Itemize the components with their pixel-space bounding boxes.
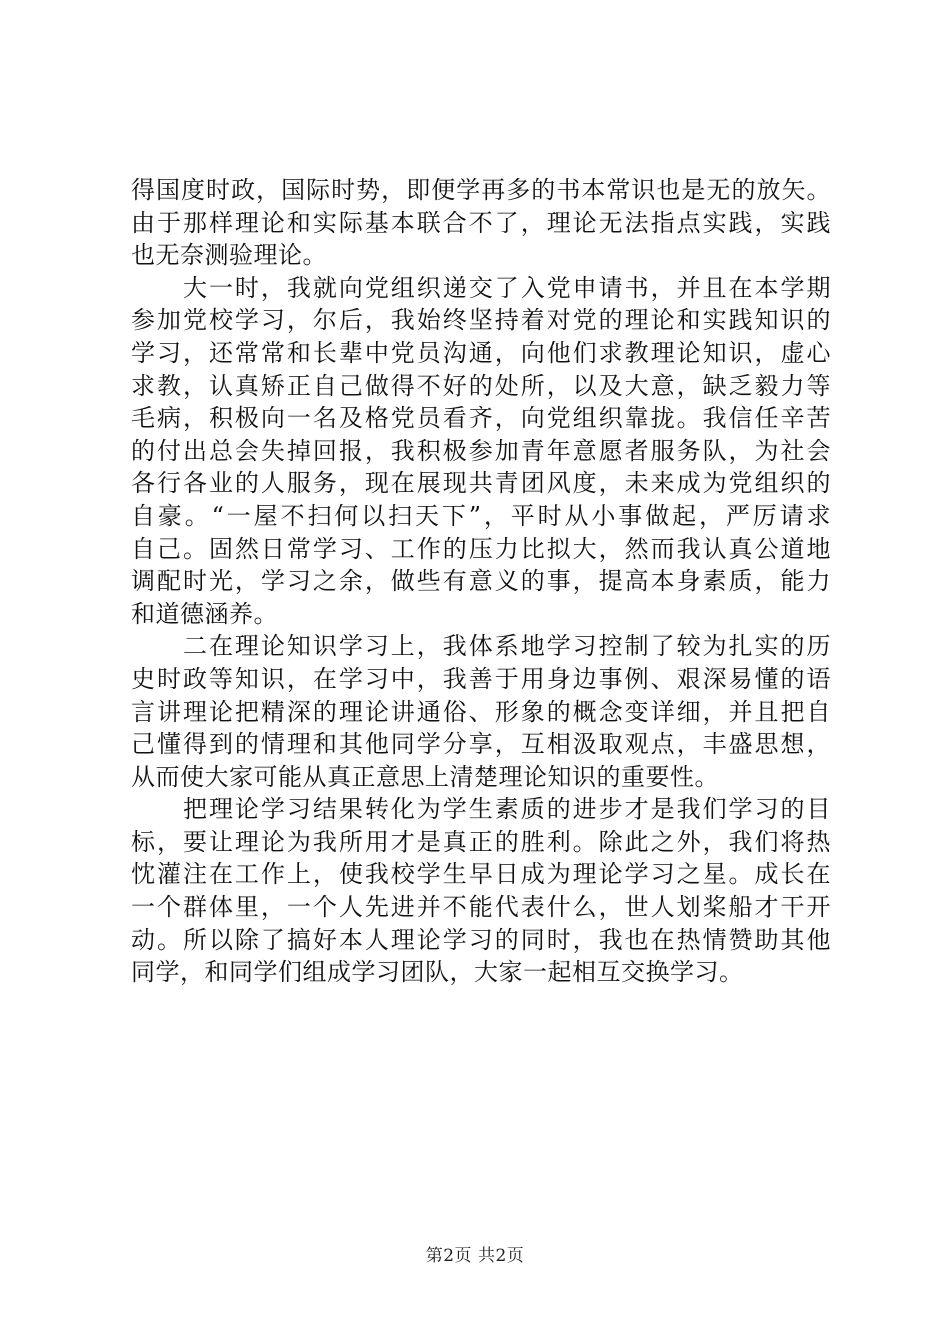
document-body (131, 174, 831, 989)
text-line: 毛病，积极向一名及格党员看齐，向党组织靠拢。我信任辛苦 (131, 404, 831, 433)
text-line: 大一时，我就向党组织递交了入党申请书，并且在本学期 (131, 273, 831, 302)
text-line: 标，要让理论为我所用才是真正的胜利。除此之外，我们将热 (131, 827, 831, 856)
text-line: 从而使大家可能从真正意思上清楚理论知识的重要性。 (131, 762, 719, 791)
text-line: 参加党校学习，尔后，我始终坚持着对党的理论和实践知识的 (131, 306, 831, 335)
text-line: 史时政等知识，在学习中，我善于用身边事例、艰深易懂的语 (131, 664, 831, 693)
text-line: 也无奈测验理论。 (131, 241, 327, 270)
text-line: 一个群体里，一个人先进并不能代表什么，世人划桨船才干开 (131, 893, 831, 922)
text-line: 各行各业的人服务，现在展现共青团风度，未来成为党组织的 (131, 469, 831, 498)
text-line: 由于那样理论和实际基本联合不了，理论无法指点实践，实践 (131, 208, 831, 237)
text-line: 和道德涵养。 (131, 599, 278, 628)
text-line: 自己。固然日常学习、工作的压力比拟大，然而我认真公道地 (131, 534, 831, 563)
page-footer: 第2页 共2页 (425, 1246, 525, 1266)
text-line: 得国度时政，国际时势，即便学再多的书本常识也是无的放矢。 (131, 176, 831, 204)
text-line: 的付出总会失掉回报，我积极参加青年意愿者服务队，为社会 (131, 436, 831, 465)
text-line: 求教，认真矫正自己做得不好的处所，以及大意，缺乏毅力等 (131, 371, 831, 400)
text-line: 动。所以除了搞好本人理论学习的同时，我也在热情赞助其他 (131, 925, 831, 954)
text-line: 学习，还常常和长辈中党员沟通，向他们求教理论知识，虚心 (131, 338, 831, 367)
text-line: 把理论学习结果转化为学生素质的进步才是我们学习的目 (131, 795, 831, 824)
text-line: 二在理论知识学习上，我体系地学习控制了较为扎实的历 (131, 632, 831, 661)
text-line: 同学，和同学们组成学习团队，大家一起相互交换学习。 (131, 958, 744, 987)
text-line: 言讲理论把精深的理论讲通俗、形象的概念变详细，并且把自 (131, 697, 831, 726)
text-line: 忱灌注在工作上，使我校学生早日成为理论学习之星。成长在 (131, 860, 831, 889)
text-line: 己懂得到的情理和其他同学分享，互相汲取观点，丰盛思想， (131, 730, 831, 759)
text-line: 自豪。“一屋不扫何以扫天下”，平时从小事做起，严厉请求 (131, 501, 831, 530)
text-line: 调配时光，学习之余，做些有意义的事，提高本身素质，能力 (131, 567, 831, 596)
